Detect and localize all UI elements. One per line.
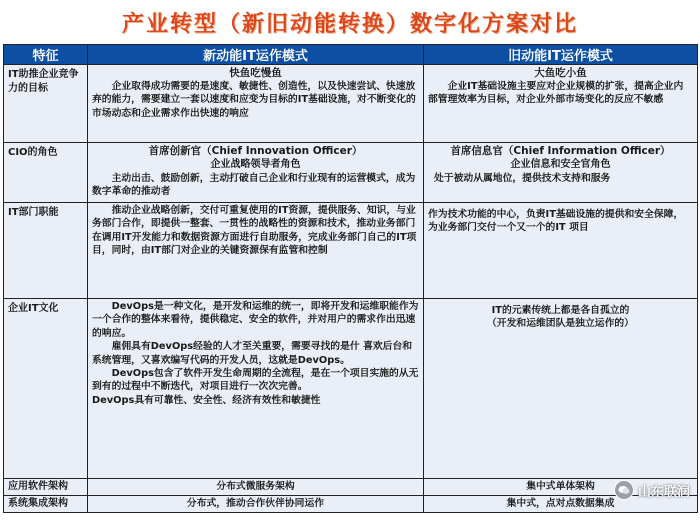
cell-title: 大鱼吃小鱼 (534, 67, 587, 79)
cell-text: DevOps是一种文化，是开发和运维的统一，即将开发和运维职能作为一个合作的整体来看待，提供稳定、安全的软件，并对用户的需求作出迅速的响应。 (92, 301, 419, 339)
page-title: 产业转型（新旧动能转换）数字化方案对比 (121, 11, 578, 37)
cell-title: 首席创新官（Chief Innovation Officer） (148, 145, 363, 157)
row-label: IT部门职能 (4, 203, 88, 299)
cell-title: 首席信息官（Chief Information Officer） (450, 145, 671, 157)
new-mode-cell (88, 203, 424, 299)
watermark-text: 山东联润 (637, 484, 690, 500)
cell-text: DevOps具有可靠性、安全性、经济有效性和敏捷性 (92, 394, 321, 406)
table-row (4, 203, 698, 299)
cell-text: 分布式微服务架构 (216, 481, 295, 492)
table-row (4, 299, 698, 479)
cell-subtitle: 企业信息和安全官角色 (510, 159, 611, 170)
new-mode-cell (88, 299, 424, 479)
cell-text: IT的元素传统上都是各自孤立的 (491, 305, 630, 316)
table-row (4, 65, 698, 143)
old-mode-cell (424, 299, 698, 479)
row-label: IT助推企业竞争力的目标 (4, 65, 88, 143)
header-feature: 特征 (4, 45, 88, 65)
cell-text: DevOps包含了软件开发生命周期的全流程，是在一个项目实施的从无到有的过程中不断迭代，对项目进行一次次完善。 (92, 368, 419, 393)
table-header-row (4, 45, 698, 65)
new-mode-cell (88, 479, 424, 496)
row-label: CIO的角色 (4, 143, 88, 203)
old-mode-cell (424, 65, 698, 143)
old-mode-cell (424, 143, 698, 203)
cell-text: 主动出击、鼓励创新，主动打破自己企业和行业现有的运营模式，成为数字革命的推动者 (92, 172, 416, 197)
header-old-mode: 旧动能IT运作模式 (424, 45, 698, 65)
cell-text: 雇佣具有DevOps经验的人才至关重要，需要寻找的是什 喜欢后台和系统管理，又喜欢编写代码的开发人员，这就是DevOps。 (92, 341, 413, 366)
cell-title: 快鱼吃慢鱼 (229, 67, 282, 79)
new-mode-cell (88, 496, 424, 513)
cell-subtitle: 企业战略领导者角色 (210, 159, 301, 170)
table-row (4, 496, 698, 513)
row-label: 应用软件架构 (4, 479, 88, 496)
old-mode-cell (424, 203, 698, 299)
cell-text: （开发和运维团队是独立运作的） (487, 318, 634, 330)
watermark (614, 480, 690, 500)
cell-text: 分布式，推动合作伙伴协同运作 (186, 498, 325, 509)
cell-text: 企业取得成功需要的是速度、敏捷性、创造性，以及快速尝试、快速放弃的能力，需要建立一套以速度和应变为目标的IT基础设施，对不断变化的市场动态和企业需求作出快速的响应 (92, 81, 416, 119)
cell-text: 集中式单体架构 (526, 481, 595, 492)
row-label: 企业IT文化 (4, 299, 88, 479)
table-row (4, 143, 698, 203)
cell-text: 推动企业战略创新，交付可重复使用的IT资源，提供服务、知识，与业务部门合作，即提供一整套、一贯性的战略性的资源和技术，推动业务部门在调用IT开发能力和数据资源方面进行自助服务，完成业务部门自己的IT项目，同时，由IT部门对企业的关键资源保有监管和控制 (92, 205, 417, 257)
row-label: 系统集成架构 (4, 496, 88, 513)
comparison-table (3, 44, 698, 513)
wechat-icon (614, 480, 634, 500)
cell-text: 集中式，点对点数据集成 (506, 498, 615, 509)
cell-text: 作为技术功能的中心，负责IT基础设施的提供和安全保障，为业务部门交付一个又一个的IT 项目 (428, 209, 684, 234)
table-row (4, 479, 698, 496)
cell-text: 处于被动从属地位，提供技术支持和服务 (434, 172, 611, 184)
new-mode-cell (88, 143, 424, 203)
new-mode-cell (88, 65, 424, 143)
cell-text: 企业IT基础设施主要应对企业规模的扩张，提高企业内部管理效率为目标，对企业外部市场变化的反应不敏感 (428, 81, 684, 106)
header-new-mode: 新动能IT运作模式 (88, 45, 424, 65)
